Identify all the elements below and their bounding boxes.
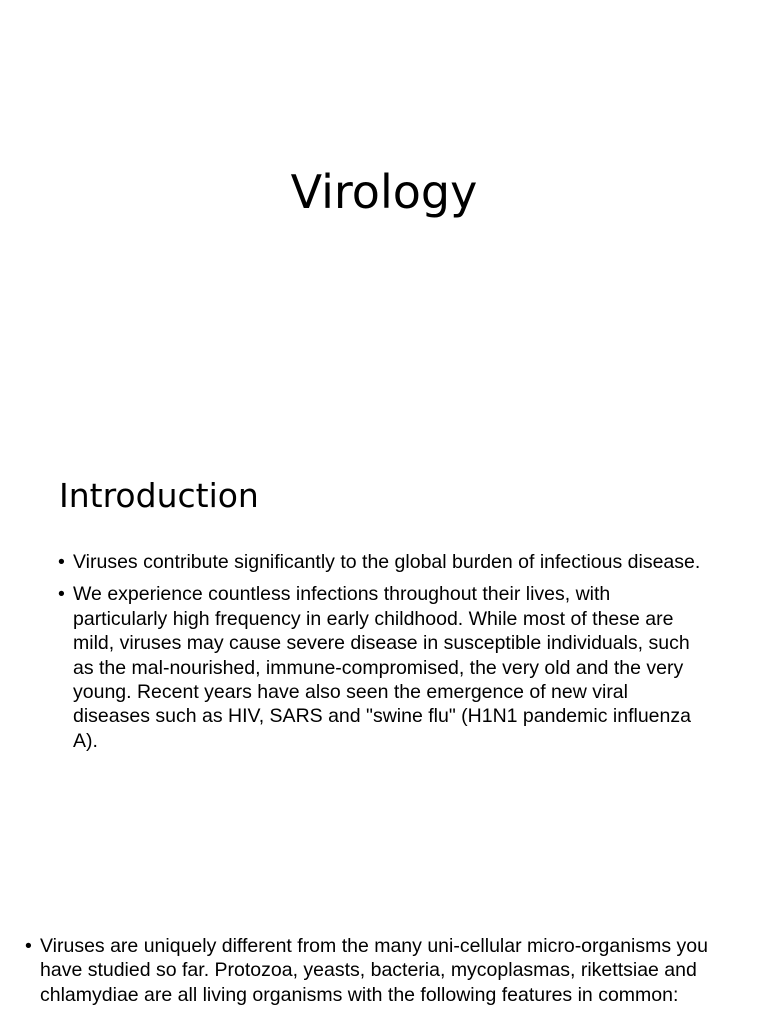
bullet-icon: • (58, 583, 65, 606)
bullet-text: Viruses contribute significantly to the global burden of infectious disease. (73, 551, 701, 573)
bullet-list (25, 934, 715, 1015)
viruses-differences-slide (0, 864, 768, 1024)
introduction-slide (0, 432, 768, 864)
bullet-icon: • (25, 935, 32, 957)
bullet-text: We experience countless infections throughout their lives, with particularly high frequency in early childhood. While most of these are mild, viruses may cause severe disease in susceptible individuals, such as the mal-nourished, immune-compromised, the very old and the very young. Recent years have also seen the emergence of new viral diseases such as HIV, SARS and "swine flu" (H1N1 pandemic influenza A). (73, 583, 691, 752)
bullet-text: Viruses are uniquely different from the many uni-cellular micro-organisms you have studied so far. Protozoa, yeasts, bacteria, mycoplasmas, rikettsiae and chlamydiae are all living organisms with the following features in common: (40, 935, 708, 1006)
bullet-item (58, 550, 708, 574)
slide-title: Virology (290, 165, 478, 219)
bullet-item (25, 934, 715, 1007)
bullet-item (58, 582, 708, 753)
section-heading: Introduction (59, 476, 259, 515)
title-slide (0, 0, 768, 432)
bullet-icon: • (58, 551, 65, 573)
bullet-list (58, 550, 708, 761)
